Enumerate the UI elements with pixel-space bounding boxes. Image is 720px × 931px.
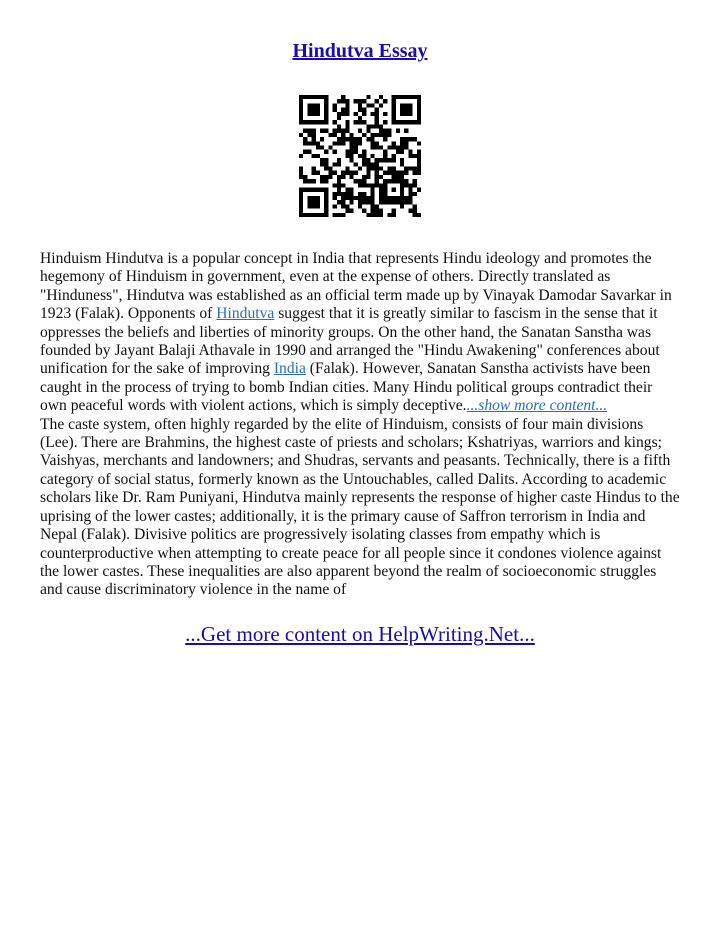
page-title <box>0 40 720 63</box>
get-more-content-link[interactable]: ...Get more content on HelpWriting.Net... <box>185 622 535 646</box>
caste-paragraph: The caste system, often highly regarded by the elite of Hinduism, consists of four main divisions (Lee). There are Brahmins, the highest caste of priests and scholars; Kshatriyas, warriors and kings; Vaishyas, merchants and landowners; and Shudras, servants and peasants. Technically, there is a fifth category of social status, formerly known as the Untouchables, called Dalits. According to academic scholars like Dr. Ram Puniyani, Hindutva mainly represents the response of higher caste Hindus to the uprising of the lower castes; additionally, it is the primary cause of Saffron terrorism in India and Nepal (Falak). Divisive politics are progressively isolating classes from empathy which is counterproductive when attempting to create peace for all people since it condones violence against the lower castes. These inequalities are also apparent beyond the realm of socioeconomic struggles and cause discriminatory violence in the name of <box>40 415 680 599</box>
intro-text-part2: suggest that it is greatly similar to fascism in the sense that it oppresses the beliefs and liberties of minority groups. On the other hand, the Sanatan Sanstha was founded by Jayant Balaji Athavale in 1990 and arranged the "Hindu Awakening" conferences about unification for the sake of improving <box>40 305 660 378</box>
show-more-link[interactable]: ...show more content... <box>466 397 608 415</box>
intro-text-part3: (Falak). However, Sanatan Sanstha activists have been caught in the process of trying to bomb Indian cities. Many Hindu political groups contradict their own peaceful words with violent actions, which is simply deceptive. <box>40 360 653 415</box>
india-link[interactable]: India <box>273 360 306 378</box>
hindutva-link[interactable]: Hindutva <box>216 305 275 323</box>
intro-text-part1: Hinduism Hindutva is a popular concept in India that represents Hindu ideology and promotes the hegemony of Hinduism in government, even at the expense of others. Directly translated as "Hinduness", Hindutva was established as an official term made up by Vinayak Damodar Savarkar in 1923 (Falak). Opponents of <box>40 250 672 323</box>
title-link[interactable]: Hindutva Essay <box>292 40 428 62</box>
essay-body <box>40 250 682 600</box>
qr-code-icon <box>299 95 421 217</box>
intro-paragraph <box>40 250 682 416</box>
cta <box>0 622 720 647</box>
